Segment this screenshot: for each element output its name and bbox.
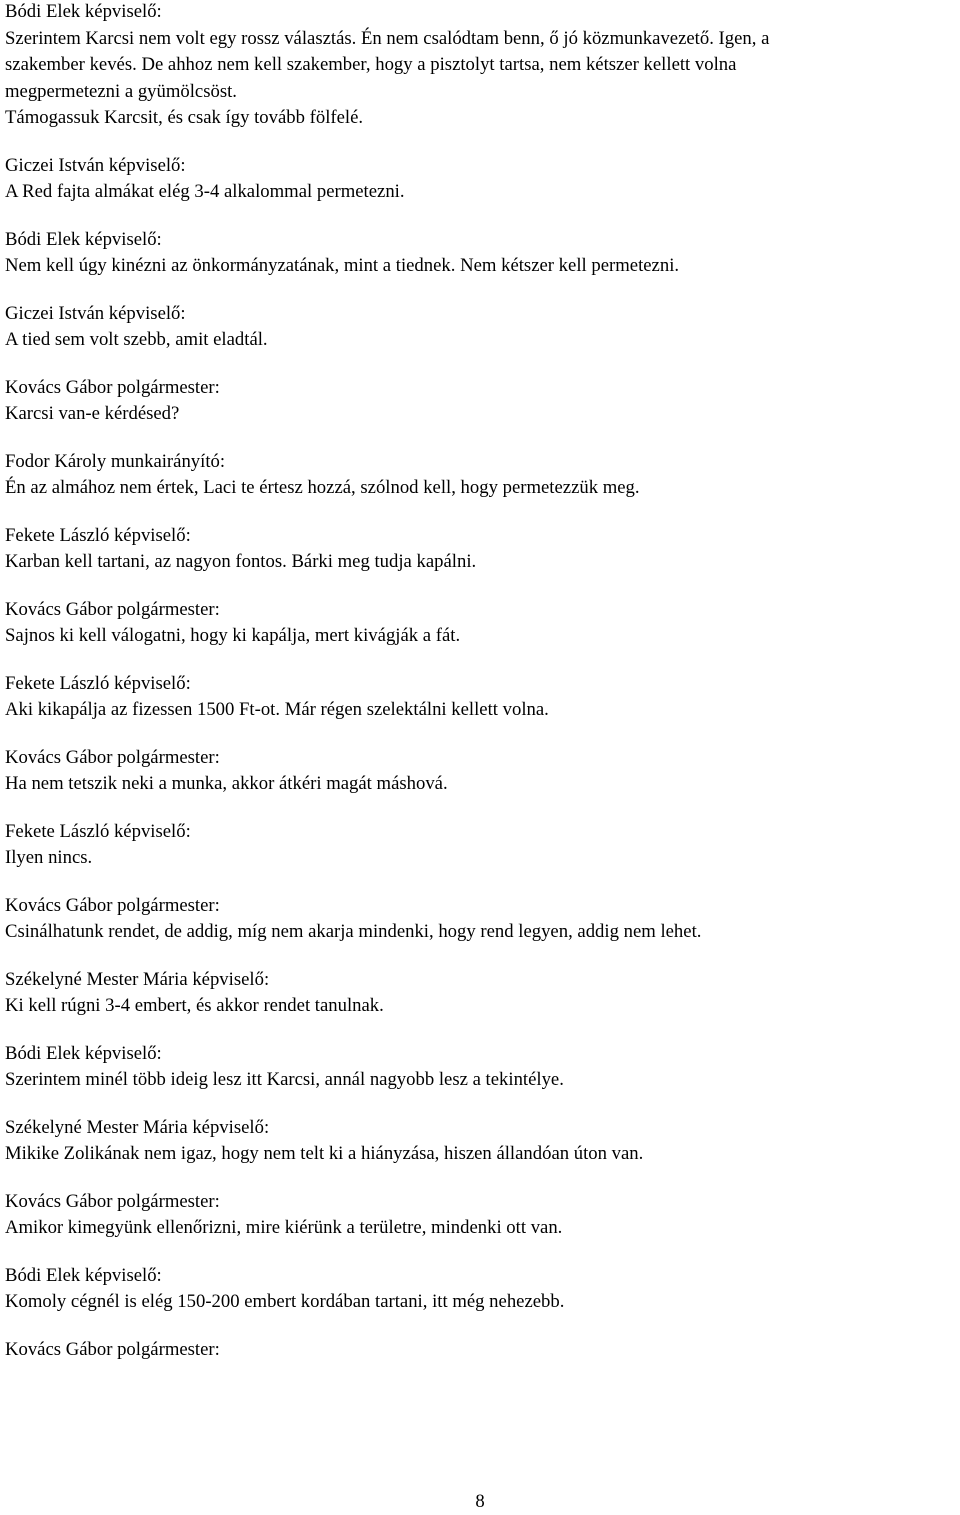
- speech-line: A Red fajta almákat elég 3-4 alkalommal permetezni.: [5, 181, 405, 202]
- speech-text: [5, 401, 957, 428]
- speaker-label: Giczei István képviselő:: [5, 154, 186, 176]
- transcript-entry: [5, 523, 957, 576]
- speaker-label: Székelyné Mester Mária képviselő:: [5, 1116, 270, 1138]
- transcript-entry: [5, 375, 957, 428]
- speech-line: Szerintem minél több ideig lesz itt Karcsi, annál nagyobb lesz a tekintélye.: [5, 1069, 564, 1090]
- transcript-entry: [5, 0, 957, 132]
- speaker-label: Kovács Gábor polgármester:: [5, 598, 220, 620]
- speech-line: Komoly cégnél is elég 150-200 embert kordában tartani, itt még nehezebb.: [5, 1291, 565, 1312]
- speaker-label: Bódi Elek képviselő:: [5, 1, 162, 22]
- speech-line: Én az almához nem értek, Laci te értesz hozzá, szólnod kell, hogy permetezzük meg.: [5, 477, 640, 498]
- speech-text: [5, 919, 957, 946]
- speech-line: Szerintem Karcsi nem volt egy rossz választás. Én nem csalódtam benn, ő jó közmunkavezető. Igen, a: [5, 27, 770, 49]
- speech-text: [5, 697, 957, 724]
- transcript-entry: [5, 597, 957, 650]
- speaker-label: Kovács Gábor polgármester:: [5, 894, 220, 916]
- speech-text: [5, 253, 957, 280]
- speaker-label: Fekete László képviselő:: [5, 820, 191, 842]
- speech-text: [5, 179, 957, 206]
- speech-line: Csinálhatunk rendet, de addig, míg nem akarja mindenki, hogy rend legyen, addig nem lehet.: [5, 921, 702, 942]
- speech-line: szakember kevés. De ahhoz nem kell szakember, hogy a pisztolyt tartsa, nem kétszer kellett volna: [5, 54, 737, 75]
- page-number: 8: [475, 1491, 485, 1512]
- speaker-label: Fodor Károly munkairányító:: [5, 450, 226, 472]
- transcript-entry: [5, 449, 957, 502]
- speech-text: [5, 623, 957, 650]
- transcript-entry: [5, 1041, 957, 1094]
- speech-line: Karcsi van-e kérdésed?: [5, 403, 180, 424]
- transcript-entry: [5, 967, 957, 1020]
- speech-line: Karban kell tartani, az nagyon fontos. Bárki meg tudja kapálni.: [5, 551, 477, 572]
- speaker-label: Bódi Elek képviselő:: [5, 1264, 162, 1286]
- speaker-label: Fekete László képviselő:: [5, 524, 191, 546]
- speech-line: Ha nem tetszik neki a munka, akkor átkéri magát máshová.: [5, 773, 448, 794]
- speaker-label: Bódi Elek képviselő:: [5, 1042, 162, 1064]
- speech-line: A tied sem volt szebb, amit eladtál.: [5, 329, 268, 350]
- speech-line: Ilyen nincs.: [5, 847, 93, 868]
- transcript-entry: [5, 671, 957, 724]
- transcript-entry: [5, 227, 957, 280]
- speech-line: Aki kikapálja az fizessen 1500 Ft-ot. Már régen szelektálni kellett volna.: [5, 699, 549, 720]
- speaker-label: Bódi Elek képviselő:: [5, 228, 162, 250]
- transcript-entry: [5, 1115, 957, 1168]
- speech-line: Ki kell rúgni 3-4 embert, és akkor rendet tanulnak.: [5, 995, 384, 1016]
- transcript-entry: [5, 153, 957, 206]
- speech-text: [5, 26, 957, 132]
- speech-text: [5, 993, 957, 1020]
- speech-line: Nem kell úgy kinézni az önkormányzatának, mint a tiednek. Nem kétszer kell permetezni.: [5, 255, 680, 276]
- speaker-label: Kovács Gábor polgármester:: [5, 1338, 220, 1360]
- speaker-label: Kovács Gábor polgármester:: [5, 1190, 220, 1212]
- speech-text: [5, 327, 957, 354]
- speech-text: [5, 1067, 957, 1094]
- transcript-entry: [5, 1337, 957, 1364]
- transcript-entry: [5, 893, 957, 946]
- speech-text: [5, 1289, 957, 1316]
- speech-line: megpermetezni a gyümölcsöst.: [5, 80, 237, 102]
- transcript-entry: [5, 1189, 957, 1242]
- document-body: [5, 0, 957, 1384]
- speaker-label: Székelyné Mester Mária képviselő:: [5, 968, 270, 990]
- speech-line: Amikor kimegyünk ellenőrizni, mire kiérünk a területre, mindenki ott van.: [5, 1217, 563, 1238]
- speech-line: Sajnos ki kell válogatni, hogy ki kapálja, mert kivágják a fát.: [5, 625, 461, 646]
- speech-text: [5, 475, 957, 502]
- speech-line: Támogassuk Karcsit, és csak így tovább fölfelé.: [5, 107, 364, 128]
- speech-text: [5, 1141, 957, 1168]
- transcript-entry: [5, 1263, 957, 1316]
- speech-text: [5, 845, 957, 872]
- speech-text: [5, 771, 957, 798]
- speech-line: Mikike Zolikának nem igaz, hogy nem telt ki a hiányzása, hiszen állandóan úton van.: [5, 1143, 644, 1164]
- transcript-entry: [5, 745, 957, 798]
- speaker-label: Kovács Gábor polgármester:: [5, 376, 220, 398]
- speech-text: [5, 1215, 957, 1242]
- speaker-label: Giczei István képviselő:: [5, 302, 186, 324]
- speaker-label: Fekete László képviselő:: [5, 672, 191, 694]
- transcript-entry: [5, 301, 957, 354]
- speaker-label: Kovács Gábor polgármester:: [5, 746, 220, 768]
- speech-text: [5, 549, 957, 576]
- transcript-entry: [5, 819, 957, 872]
